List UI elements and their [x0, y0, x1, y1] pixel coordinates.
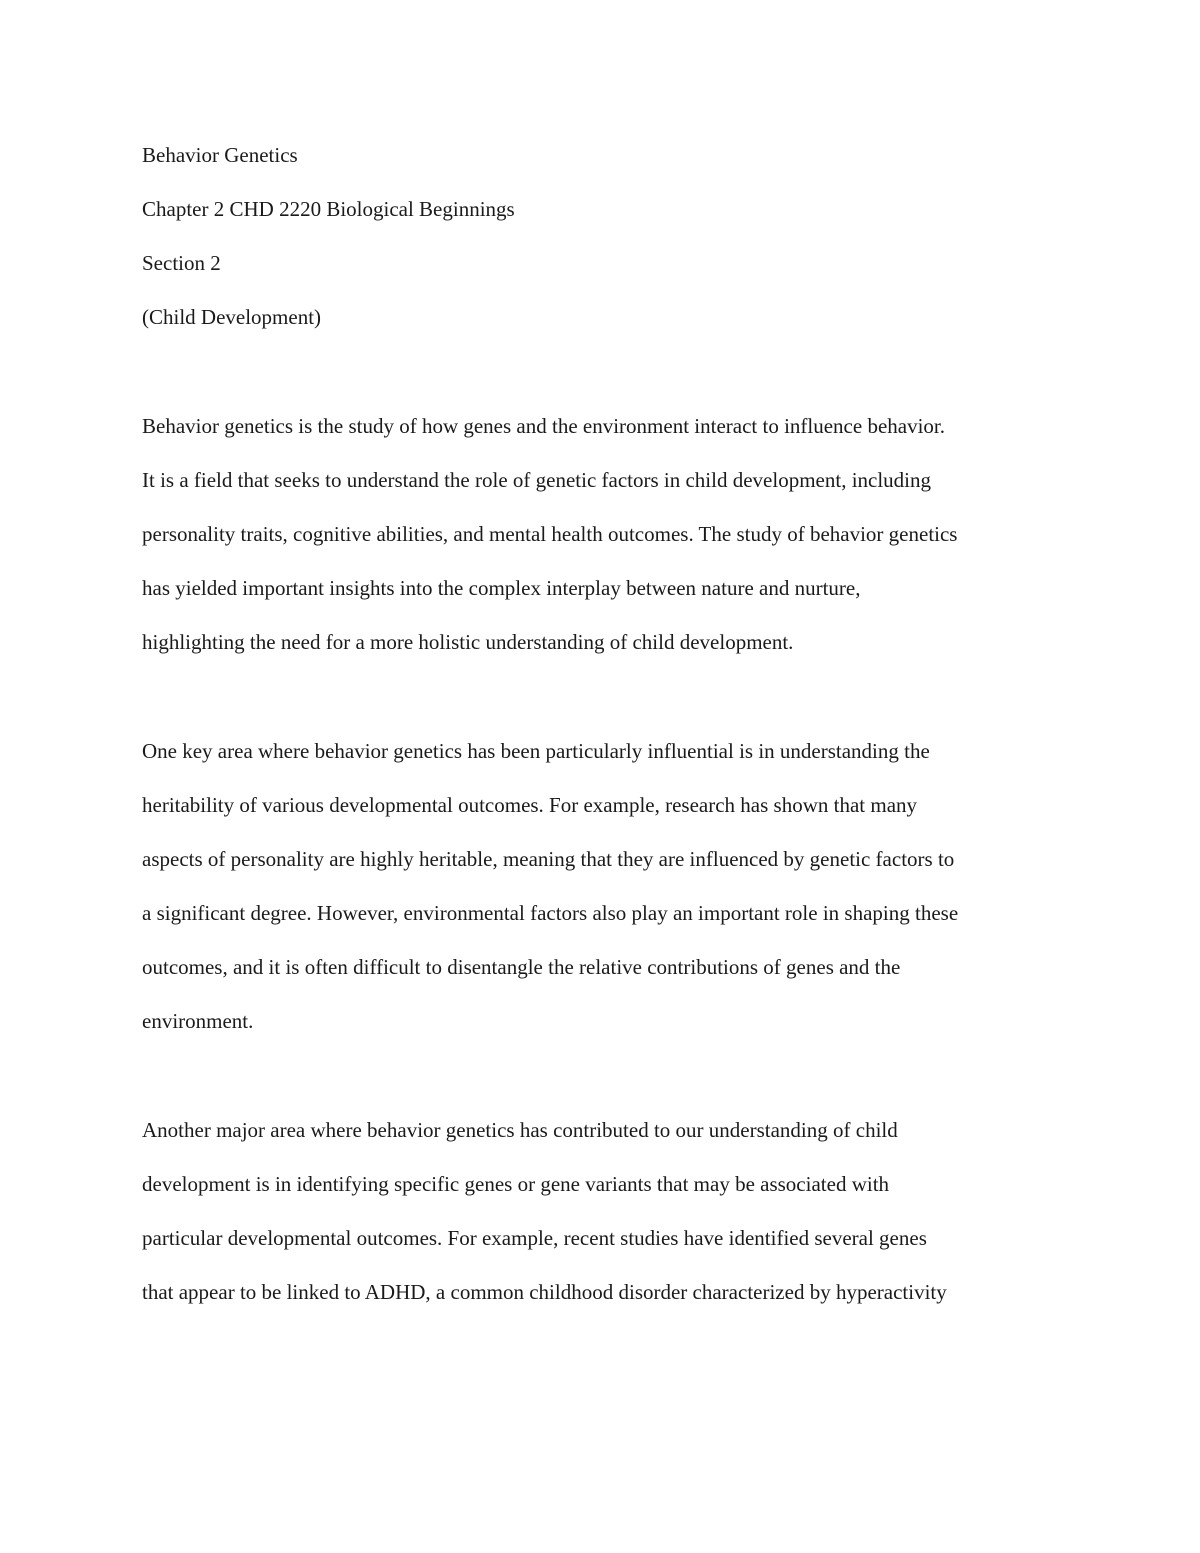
paragraph-line: environment. [142, 1009, 254, 1033]
subject-line: (Child Development) [142, 305, 322, 329]
paragraph-line: highlighting the need for a more holistic understanding of child development. [142, 630, 794, 654]
paragraph-line: aspects of personality are highly heritable, meaning that they are influenced by genetic factors to [142, 847, 955, 871]
paragraph-line: It is a field that seeks to understand the role of genetic factors in child development, including [142, 468, 932, 492]
paragraph-line: Another major area where behavior genetics has contributed to our understanding of child [142, 1118, 898, 1142]
paragraph-line: outcomes, and it is often difficult to disentangle the relative contributions of genes and the [142, 955, 901, 979]
paragraph-line: Behavior genetics is the study of how genes and the environment interact to influence behavior. [142, 414, 946, 438]
paragraph-line: has yielded important insights into the complex interplay between nature and nurture, [142, 576, 861, 600]
paragraph-line: development is in identifying specific genes or gene variants that may be associated with [142, 1172, 890, 1196]
paragraph-line: particular developmental outcomes. For example, recent studies have identified several genes [142, 1226, 927, 1250]
paragraph-line: that appear to be linked to ADHD, a common childhood disorder characterized by hyperactivity [142, 1280, 947, 1304]
paragraph-line: One key area where behavior genetics has been particularly influential is in understanding the [142, 739, 930, 763]
paragraph-line: heritability of various developmental outcomes. For example, research has shown that many [142, 793, 918, 817]
paragraph-line: a significant degree. However, environmental factors also play an important role in shaping these [142, 901, 959, 925]
section-line: Section 2 [142, 251, 221, 275]
chapter-line: Chapter 2 CHD 2220 Biological Beginnings [142, 197, 515, 221]
document-title: Behavior Genetics [142, 143, 298, 167]
paragraph-line: personality traits, cognitive abilities, and mental health outcomes. The study of behavior genetics [142, 522, 958, 546]
